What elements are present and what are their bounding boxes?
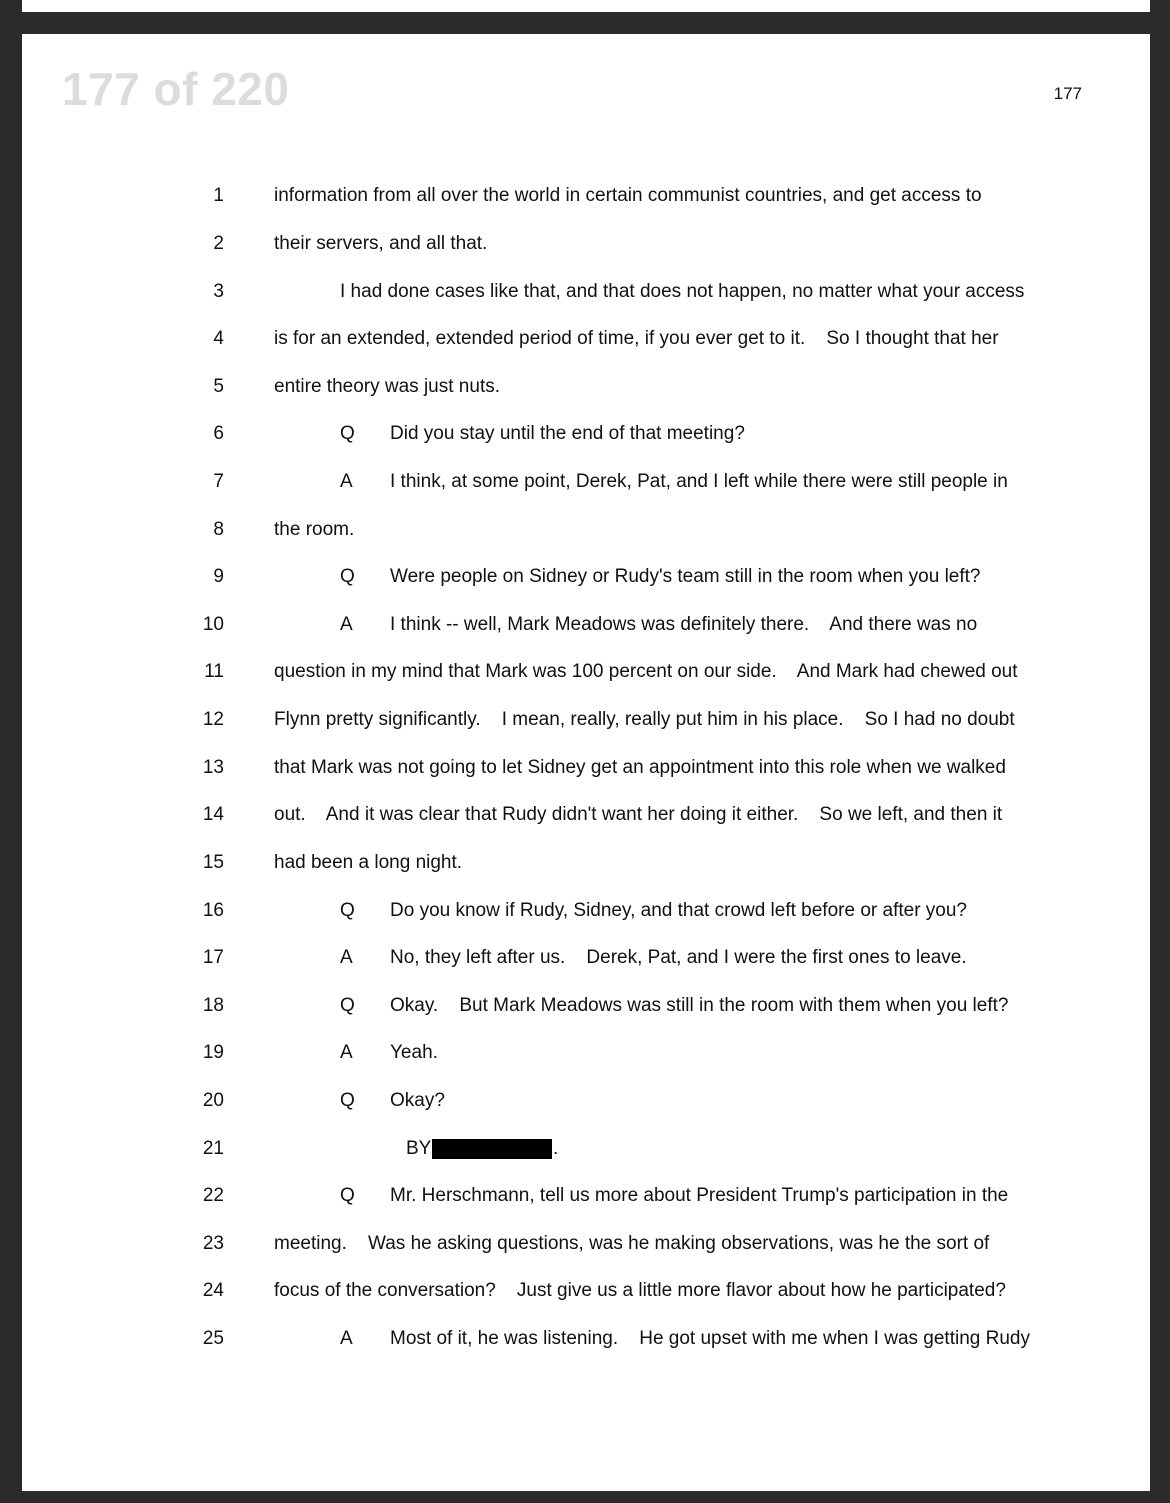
line-number: 18 (202, 995, 224, 1016)
speaker-label: Q (340, 423, 355, 444)
speaker-label: A (340, 1328, 353, 1349)
line-text: the room. (274, 519, 355, 540)
speaker-label: Q (340, 995, 355, 1016)
line-text: had been a long night. (274, 852, 463, 873)
line-text: Mr. Herschmann, tell us more about President Trump's participation in the (390, 1185, 1009, 1206)
line-number: 1 (213, 185, 224, 206)
line-number: 22 (202, 1185, 224, 1206)
line-number: 15 (202, 852, 224, 873)
line-number: 6 (213, 423, 224, 444)
transcript-line (22, 757, 1150, 787)
line-number: 25 (202, 1328, 224, 1349)
line-text: focus of the conversation? Just give us a little more flavor about how he participated? (274, 1280, 1006, 1301)
transcript-line (22, 1185, 1150, 1215)
transcript-line (22, 1042, 1150, 1072)
line-text: . (553, 1138, 559, 1159)
speaker-label: Q (340, 1090, 355, 1111)
line-text: Were people on Sidney or Rudy's team still in the room when you left? (390, 566, 981, 587)
document-page (22, 34, 1150, 1491)
line-text: out. And it was clear that Rudy didn't want her doing it either. So we left, and then it (274, 804, 1003, 825)
line-text: Did you stay until the end of that meeting? (390, 423, 745, 444)
line-number: 3 (213, 281, 224, 302)
transcript-line (22, 614, 1150, 644)
line-number: 19 (202, 1042, 224, 1063)
line-text: Okay? (390, 1090, 445, 1111)
transcript-line (22, 233, 1150, 263)
previous-page-edge (22, 0, 1150, 12)
line-number: 5 (213, 376, 224, 397)
line-number: 9 (213, 566, 224, 587)
transcript-line (22, 995, 1150, 1025)
line-number: 2 (213, 233, 224, 254)
line-number: 16 (202, 900, 224, 921)
line-text: Okay. But Mark Meadows was still in the room with them when you left? (390, 995, 1009, 1016)
line-number: 24 (202, 1280, 224, 1301)
transcript-line (22, 281, 1150, 311)
speaker-label: A (340, 1042, 353, 1063)
transcript-line (22, 1328, 1150, 1358)
transcript-line (22, 1233, 1150, 1263)
transcript-line (22, 519, 1150, 549)
line-number: 14 (202, 804, 224, 825)
transcript-line (22, 376, 1150, 406)
line-text: I think, at some point, Derek, Pat, and I left while there were still people in (390, 471, 1008, 492)
line-number: 11 (204, 661, 224, 682)
transcript-line (22, 661, 1150, 691)
transcript-line (22, 900, 1150, 930)
line-number: 21 (202, 1138, 224, 1159)
speaker-label: A (340, 614, 353, 635)
transcript-line (22, 1138, 1150, 1168)
examiner-by-label: BY (406, 1138, 432, 1159)
transcript-line (22, 709, 1150, 739)
line-text: meeting. Was he asking questions, was he making observations, was he the sort of (274, 1233, 990, 1254)
line-text: Do you know if Rudy, Sidney, and that crowd left before or after you? (390, 900, 967, 921)
line-number: 13 (202, 757, 224, 778)
line-number: 17 (202, 947, 224, 968)
transcript-line (22, 566, 1150, 596)
line-text: entire theory was just nuts. (274, 376, 500, 397)
speaker-label: A (340, 947, 353, 968)
line-number: 12 (202, 709, 224, 730)
speaker-label: A (340, 471, 353, 492)
page-number: 177 (1053, 84, 1082, 103)
line-number: 20 (202, 1090, 224, 1111)
speaker-label: Q (340, 566, 355, 587)
redaction-bar (432, 1139, 552, 1159)
line-text: No, they left after us. Derek, Pat, and I were the first ones to leave. (390, 947, 967, 968)
line-text: Most of it, he was listening. He got upset with me when I was getting Rudy (390, 1328, 1030, 1349)
transcript-line (22, 804, 1150, 834)
line-text: information from all over the world in certain communist countries, and get access to (274, 185, 982, 206)
line-number: 4 (213, 328, 224, 349)
transcript-line (22, 185, 1150, 215)
line-text: Yeah. (390, 1042, 438, 1063)
transcript-line (22, 947, 1150, 977)
transcript-line (22, 1280, 1150, 1310)
line-text: Flynn pretty significantly. I mean, really, really put him in his place. So I had no doubt (274, 709, 1015, 730)
transcript-line (22, 471, 1150, 501)
transcript-line (22, 1090, 1150, 1120)
speaker-label: Q (340, 1185, 355, 1206)
transcript-line (22, 852, 1150, 882)
transcript-line (22, 328, 1150, 358)
line-text: is for an extended, extended period of time, if you ever get to it. So I thought that her (274, 328, 999, 349)
line-number: 8 (213, 519, 224, 540)
line-number: 7 (213, 471, 224, 492)
line-number: 23 (202, 1233, 224, 1254)
line-text: question in my mind that Mark was 100 percent on our side. And Mark had chewed out (274, 661, 1018, 682)
speaker-label: Q (340, 900, 355, 921)
line-number: 10 (202, 614, 224, 635)
transcript-line (22, 423, 1150, 453)
line-text: that Mark was not going to let Sidney get an appointment into this role when we walked (274, 757, 1006, 778)
line-text: I had done cases like that, and that does not happen, no matter what your access (340, 281, 1025, 302)
line-text: their servers, and all that. (274, 233, 488, 254)
line-text: I think -- well, Mark Meadows was definitely there. And there was no (390, 614, 978, 635)
page-counter: 177 of 220 (62, 63, 290, 115)
